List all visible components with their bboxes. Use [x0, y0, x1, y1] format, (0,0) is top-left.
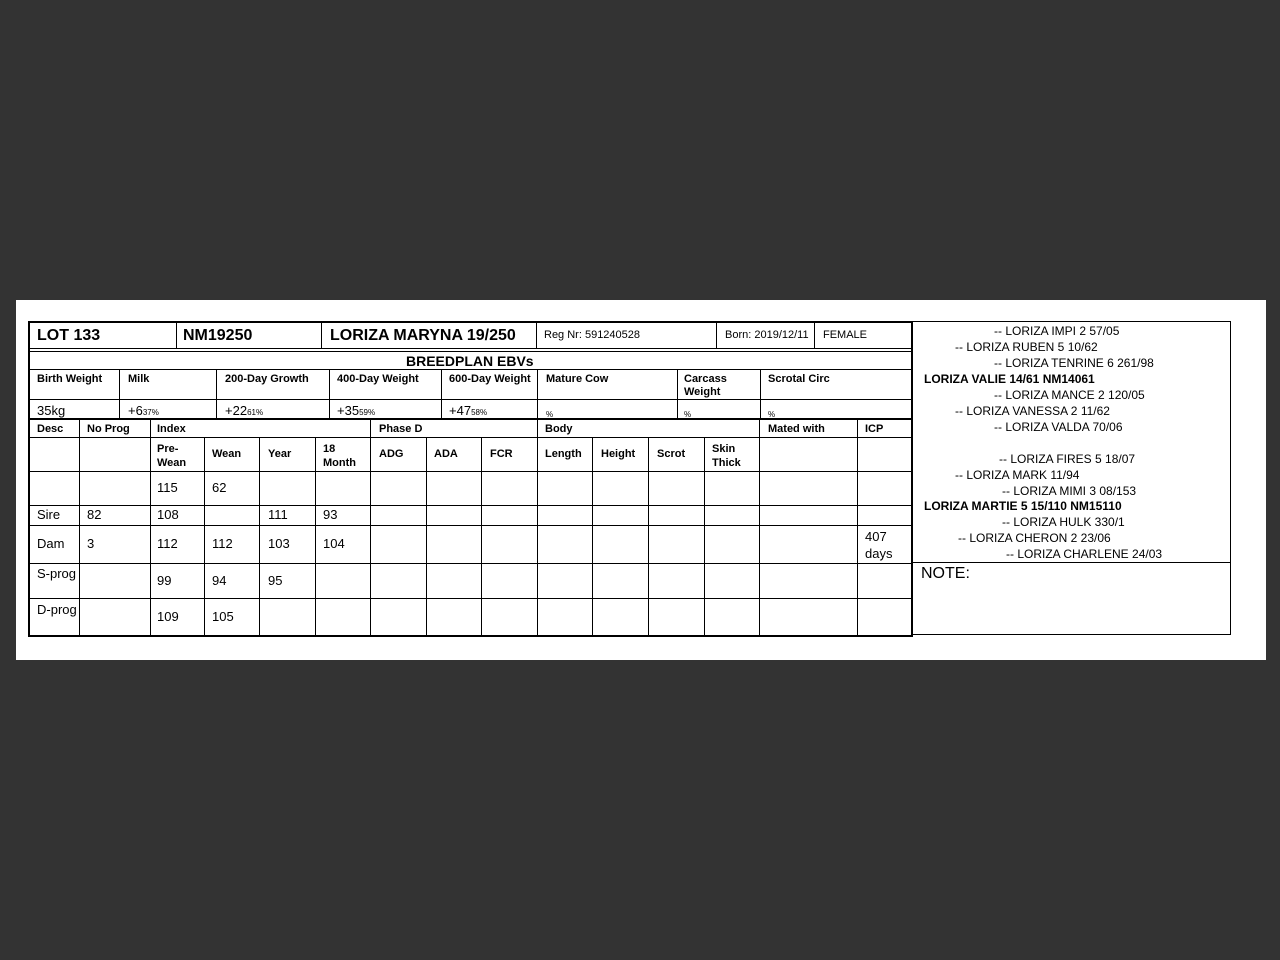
pedigree-dam-sire: -- LORIZA MARK 11/94 [955, 468, 1080, 482]
lot-number: LOT 133 [37, 327, 101, 344]
registration-number: Reg Nr: 591240528 [544, 329, 641, 341]
subheader-fcr: FCR [490, 448, 513, 460]
col-desc-header: Desc [37, 423, 64, 435]
note-label: NOTE: [921, 565, 970, 582]
breedplan-title: BREEDPLAN EBVs [406, 353, 534, 369]
row1-year: 111 [268, 507, 288, 522]
lot-card [16, 300, 1266, 660]
col-noprog-header: No Prog [87, 423, 130, 435]
row1-desc: Sire [37, 507, 61, 522]
pedigree-dam-dam: -- LORIZA CHERON 2 23/06 [958, 531, 1111, 545]
ebv-label-mature-cow: Mature Cow [546, 373, 609, 385]
row3-desc: S-prog [37, 566, 77, 581]
row2-18month: 104 [323, 536, 345, 551]
subheader-skin-thick: Skin Thick [712, 443, 741, 469]
pedigree-sire-sire-dam: -- LORIZA TENRINE 6 261/98 [994, 356, 1154, 370]
pedigree-dam: LORIZA MARTIE 5 15/110 NM15110 [924, 499, 1122, 513]
row2-noprog: 3 [87, 536, 95, 551]
row0-prewean: 115 [157, 480, 178, 495]
pedigree-dam-sire-dam: -- LORIZA MIMI 3 08/153 [1002, 484, 1137, 498]
subheader-18month: 18 Month [323, 443, 356, 469]
birth-date: Born: 2019/12/11 [725, 329, 809, 341]
sex: FEMALE [823, 329, 868, 341]
ebv-label-200-day: 200-Day Growth [225, 373, 309, 385]
ebv-value-milk: +637% [128, 403, 159, 418]
ebv-value-birth-weight: 35kg [37, 403, 66, 418]
row2-icp: 407 days [865, 529, 893, 561]
row3-year: 95 [268, 573, 283, 588]
row4-desc: D-prog [37, 602, 77, 617]
pedigree-sire-dam: -- LORIZA VANESSA 2 11/62 [955, 404, 1110, 418]
subheader-length: Length [545, 448, 582, 460]
row4-prewean: 109 [157, 609, 179, 624]
subheader-wean: Wean [212, 448, 242, 460]
pedigree-dam-dam-dam: -- LORIZA CHARLENE 24/03 [1006, 547, 1163, 561]
col-phased-header: Phase D [379, 423, 423, 435]
subheader-ada: ADA [434, 448, 458, 460]
col-body-header: Body [545, 423, 573, 435]
subheader-height: Height [601, 448, 636, 460]
ebv-value-mature-cow: % [546, 410, 554, 419]
row3-prewean: 99 [157, 573, 172, 588]
row0-wean: 62 [212, 480, 227, 495]
pedigree-dam-dam-sire: -- LORIZA HULK 330/1 [1002, 515, 1125, 529]
ebv-value-400-day: +3559% [337, 403, 376, 418]
col-icp-header: ICP [865, 423, 884, 435]
ebv-label-birth-weight: Birth Weight [37, 373, 103, 385]
row3-wean: 94 [212, 573, 227, 588]
ebv-label-600-day: 600-Day Weight [449, 373, 531, 385]
subheader-scrot: Scrot [657, 448, 686, 460]
pedigree-sire-dam-dam: -- LORIZA VALDA 70/06 [994, 420, 1123, 434]
pedigree-sire-dam-sire: -- LORIZA MANCE 2 120/05 [994, 388, 1145, 402]
tag-number: NM19250 [183, 327, 253, 344]
ebv-value-scrotal-circ: % [768, 410, 776, 419]
pedigree-sire-sire: -- LORIZA RUBEN 5 10/62 [955, 340, 1098, 354]
col-mated-header: Mated with [768, 423, 825, 435]
ebv-label-milk: Milk [128, 373, 150, 385]
subheader-year: Year [268, 448, 292, 460]
row1-prewean: 108 [157, 507, 179, 522]
row1-noprog: 82 [87, 507, 102, 522]
row2-year: 103 [268, 536, 290, 551]
row2-wean: 112 [212, 536, 233, 551]
row2-desc: Dam [37, 536, 65, 551]
pedigree-dam-sire-sire: -- LORIZA FIRES 5 18/07 [999, 452, 1136, 466]
ebv-label-scrotal-circ: Scrotal Circ [768, 373, 830, 385]
ebv-value-200-day: +2261% [225, 403, 264, 418]
row4-wean: 105 [212, 609, 234, 624]
ebv-value-600-day: +4758% [449, 403, 488, 418]
animal-name: LORIZA MARYNA 19/250 [330, 327, 516, 344]
subheader-adg: ADG [379, 448, 404, 460]
subheader-prewean: Pre- Wean [157, 443, 187, 469]
ebv-value-carcass-weight: % [684, 410, 692, 419]
pedigree-sire-sire-sire: -- LORIZA IMPI 2 57/05 [994, 324, 1120, 338]
col-index-header: Index [157, 423, 186, 435]
ebv-label-400-day: 400-Day Weight [337, 373, 419, 385]
row1-18month: 93 [323, 507, 338, 522]
ebv-label-carcass-weight: Carcass Weight [684, 373, 727, 398]
pedigree-sire: LORIZA VALIE 14/61 NM14061 [924, 372, 1095, 386]
row2-prewean: 112 [157, 536, 178, 551]
